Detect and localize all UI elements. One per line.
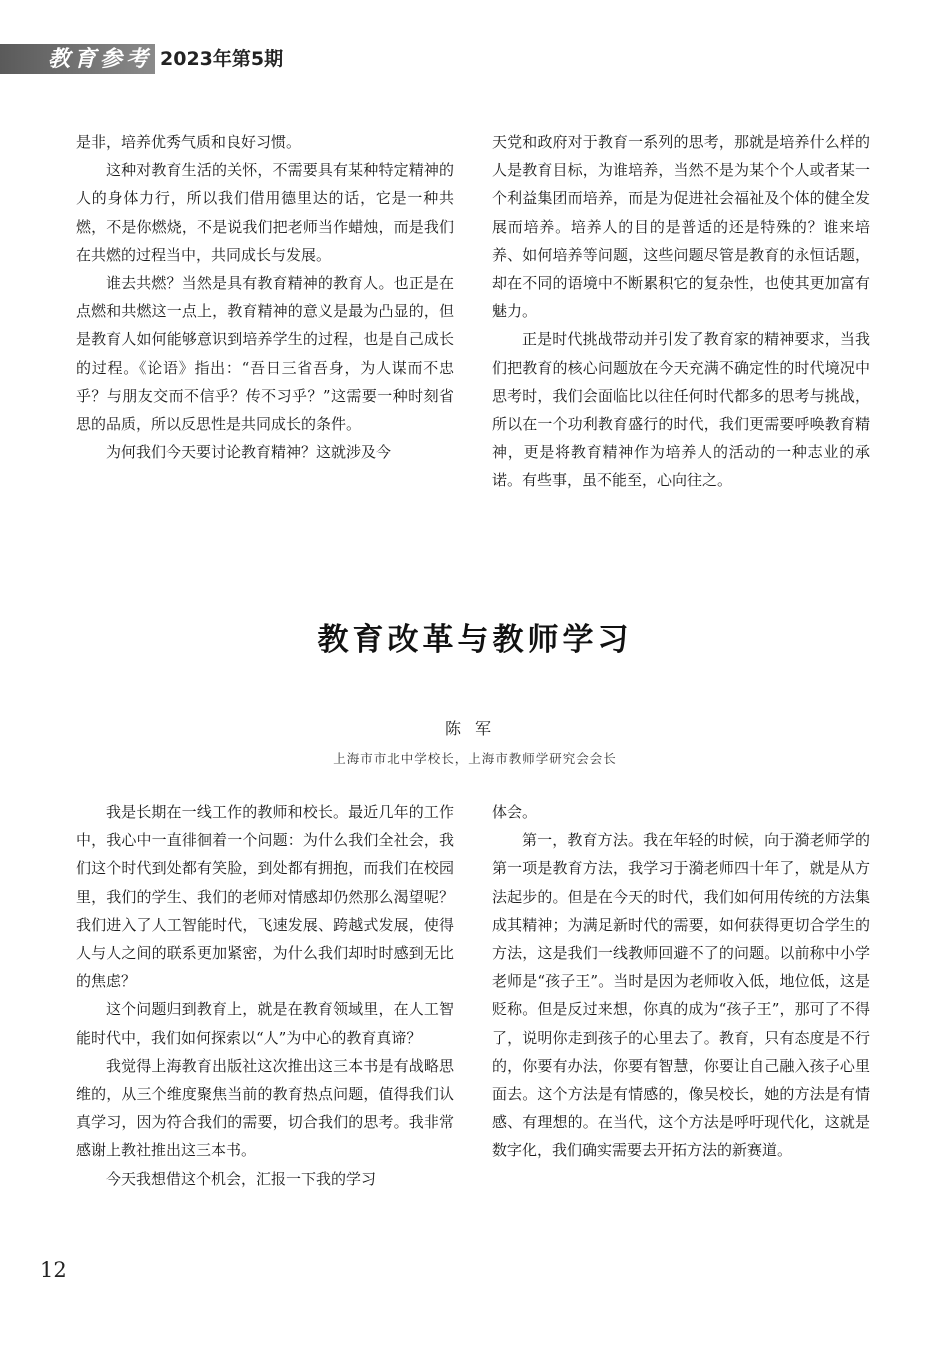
prev-article-right-column — [492, 128, 870, 495]
paragraph: 正是时代挑战带动并引发了教育家的精神要求，当我们把教育的核心问题放在今天充满不确定性的时代境况中思考时，我们会面临比以往任何时代都多的思考与挑战，所以在一个功利教育盛行的时代，我们更需要呼唤教育精神，更是将教育精神作为培养人的活动的一种志业的承诺。有些事，虽不能至，心向往之。 — [492, 330, 870, 490]
article-left-column — [76, 798, 454, 1193]
paragraph: 是非，培养优秀气质和良好习惯。 — [76, 133, 302, 151]
paragraph: 体会。 — [492, 803, 538, 821]
paragraph: 这种对教育生活的关怀，不需要具有某种特定精神的人的身体力行，所以我们借用德里达的话，它是一种共燃，不是你燃烧，不是说我们把老师当作蜡烛，而是我们在共燃的过程当中，共同成长与发展。 — [76, 161, 454, 264]
journal-brand: 教育参考 — [48, 46, 153, 72]
journal-issue: 2023年第5期 — [160, 48, 284, 70]
paragraph: 我觉得上海教育出版社这次推出这三本书是有战略思维的，从三个维度聚焦当前的教育热点问题，值得我们认真学习，因为符合我们的需要，切合我们的思考。我非常感谢上教社推出这三本书。 — [76, 1056, 454, 1160]
prev-article-left-column — [76, 128, 454, 466]
article-title: 教育改革与教师学习 — [317, 622, 633, 658]
paragraph: 天党和政府对于教育一系列的思考，那就是培养什么样的人是教育目标，为谁培养，当然不是为某个个人或者某一个利益集团而培养，而是为促进社会福祉及个体的健全发展而培养。培养人的目的是普适的还是特殊的？谁来培养、如何培养等问题，这些问题尽管是教育的永恒话题，却在不同的语境中不断累积它的复杂性，也使其更加富有魅力。 — [492, 133, 870, 321]
page-number: 12 — [40, 1258, 67, 1282]
paragraph: 为何我们今天要讨论教育精神？这就涉及今 — [106, 443, 392, 462]
paragraph: 今天我想借这个机会，汇报一下我的学习 — [106, 1169, 377, 1188]
article-right-column — [492, 798, 870, 1165]
paragraph: 这个问题归到教育上，就是在教育领域里，在人工智能时代中，我们如何探索以“人”为中心的教育真谛？ — [76, 1000, 454, 1047]
paragraph: 第一，教育方法。我在年轻的时候，向于漪老师学的第一项是教育方法，我学习于漪老师四十年了，就是从方法起步的。但是在今天的时代，我们如何用传统的方法集成其精神；为满足新时代的需要，如何获得更切合学生的方法，这是我们一线教师回避不了的问题。以前称中小学老师是“孩子王”。当时是因为老师收入低，地位低，这是贬称。但是反过来想，你真的成为“孩子王”，那可了不得了，说明你走到孩子的心里去了。教育，只有态度是不行的，你要有办法，你要有智慧，你要让自己融入孩子心里面去。这个方法是有情感的，像吴校长，她的方法是有情感、有理想的。在当代，这个方法是呼吁现代化，这就是数字化，我们确实需要去开拓方法的新赛道。 — [492, 831, 870, 1160]
paragraph: 谁去共燃？当然是具有教育精神的教育人。也正是在点燃和共燃这一点上，教育精神的意义是最为凸显的，但是教育人如何能够意识到培养学生的过程，也是自己成长的过程。《论语》指出：“吾日三省吾身，为人谋而不忠乎？与朋友交而不信乎？传不习乎？”这需要一种时刻省思的品质，所以反思性是共同成长的条件。 — [76, 274, 454, 434]
paragraph: 我是长期在一线工作的教师和校长。最近几年的工作中，我心中一直徘徊着一个问题：为什么我们全社会，我们这个时代到处都有笑脸，到处都有拥抱，而我们在校园里，我们的学生、我们的老师对情感却仍然那么渴望呢？我们进入了人工智能时代，飞速发展、跨越式发展，使得人与人之间的联系更加紧密，为什么我们却时时感到无比的焦虑？ — [76, 803, 454, 991]
author-affiliation: 上海市市北中学校长，上海市教师学研究会会长 — [333, 751, 617, 766]
article-author: 陈军 — [444, 719, 505, 738]
